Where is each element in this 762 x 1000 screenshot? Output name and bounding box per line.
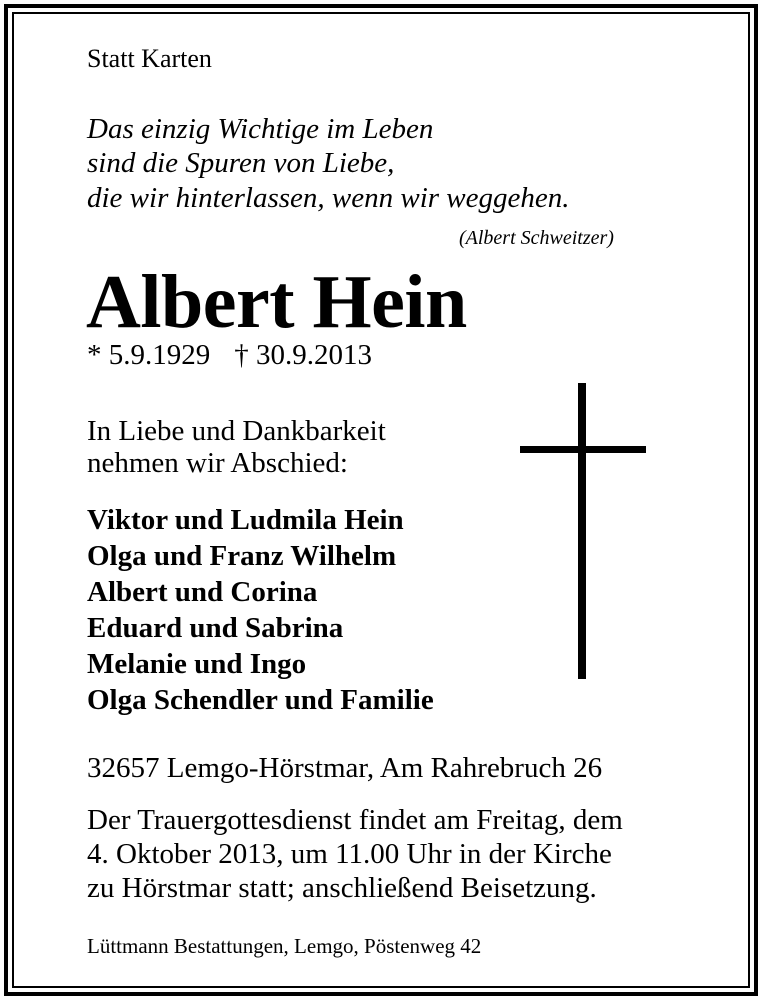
mourner-item: Olga und Franz Wilhelm — [87, 540, 397, 572]
life-dates — [87, 341, 372, 370]
cross-horizontal-bar — [520, 446, 646, 453]
death-date: † 30.9.2013 — [234, 339, 372, 371]
deceased-name: Albert Hein — [86, 260, 467, 344]
service-line-1: Der Trauergottesdienst findet am Freitag, dem — [87, 804, 623, 836]
statt-karten: Statt Karten — [87, 44, 212, 73]
quote-line-3: die wir hinterlassen, wenn wir weggehen. — [87, 182, 570, 214]
intro-line-2: nehmen wir Abschied: — [87, 447, 348, 479]
quote-author: (Albert Schweitzer) — [459, 227, 614, 249]
service-line-3: zu Hörstmar statt; anschließend Beisetzung. — [87, 872, 597, 904]
family-address: 32657 Lemgo-Hörstmar, Am Rahrebruch 26 — [87, 752, 603, 784]
mourner-item: Eduard und Sabrina — [87, 612, 344, 644]
mourner-item: Albert und Corina — [87, 576, 318, 608]
mourner-item: Olga Schendler und Familie — [87, 684, 434, 716]
quote-line-1: Das einzig Wichtige im Leben — [87, 113, 434, 145]
quote-line-2: sind die Spuren von Liebe, — [87, 147, 395, 179]
mourner-item: Viktor und Ludmila Hein — [87, 504, 404, 536]
cross-vertical-bar — [578, 383, 586, 679]
birth-date: * 5.9.1929 — [87, 339, 211, 371]
undertaker-info: Lüttmann Bestattungen, Lemgo, Pöstenweg 42 — [87, 934, 482, 958]
mourner-item: Melanie und Ingo — [87, 648, 307, 680]
intro-line-1: In Liebe und Dankbarkeit — [87, 415, 386, 447]
service-line-2: 4. Oktober 2013, um 11.00 Uhr in der Kirche — [87, 838, 612, 870]
